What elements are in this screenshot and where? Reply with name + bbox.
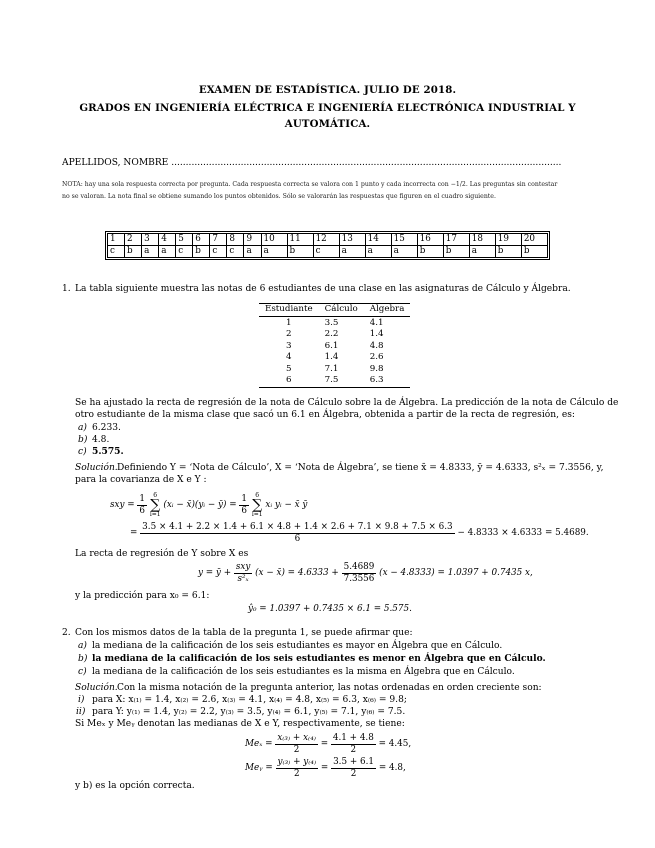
q2-option-c-label: c) <box>78 667 87 677</box>
answer-number-cell: 2 <box>125 234 142 246</box>
q2-ordered-ii-label: ii) <box>76 707 86 717</box>
answer-number-cell: 20 <box>521 234 547 246</box>
answer-number-cell: 10 <box>261 234 287 246</box>
answer-number-cell: 1 <box>108 234 125 246</box>
answer-value-cell: c <box>227 246 244 258</box>
answer-number-cell: 19 <box>495 234 521 246</box>
grades-cell: 4 <box>286 352 292 362</box>
answer-number-cell: 5 <box>176 234 193 246</box>
answer-value-cell: a <box>391 246 417 258</box>
q2-number: 2. <box>62 628 71 638</box>
q2-option-a: la mediana de la calificación de los seis estudiantes es mayor en Álgebra que en Cálculo. <box>92 641 503 651</box>
mex-fraction-2 <box>331 733 376 756</box>
grades-table-header <box>259 304 410 316</box>
nota-line-2: no se valoran. La nota final se obtiene sumando los puntos obtenidos. Sólo se valorarán las respuestas que figuren en el cuadro siguiente. <box>62 193 496 200</box>
cov-computation-fraction <box>140 522 454 545</box>
grades-cell: 2.6 <box>369 352 384 362</box>
grades-cell: 6 <box>286 375 292 385</box>
frac-den: 6 <box>241 506 248 516</box>
prediction-equation: ŷ₀ = 1.0397 + 0.7435 × 6.1 = 5.575. <box>248 604 412 614</box>
grades-header-cell: Cálculo <box>319 304 364 316</box>
answer-number-cell: 8 <box>227 234 244 246</box>
medians-intro: Si Meₓ y Meᵧ denotan las medianas de X e Y, respectivamente, se tiene: <box>75 719 405 729</box>
grades-cell: 2 <box>286 329 292 339</box>
answer-value-cell: a <box>469 246 495 258</box>
frac-num: x₍₃₎ + x₍₄₎ <box>277 733 316 743</box>
grades-header-cell: Estudiante <box>259 304 319 316</box>
median-y-equation: Meᵧ = $\frac{\text{y₍₃₎ + y₍₄₎}}{2}$ = $\frac{3.5 + 6.1}{2}$ = 4.8, <box>245 757 406 779</box>
regression-intro: La recta de regresión de Y sobre X es <box>75 549 249 559</box>
answer-number-cell: 3 <box>142 234 159 246</box>
frac-num: 1 <box>139 494 146 504</box>
mey-fraction-2 <box>331 757 376 780</box>
grades-cell: 1 <box>286 317 292 328</box>
q1-option-b-label: b) <box>78 435 88 445</box>
frac-den: 6 <box>139 506 146 516</box>
answer-value-cell: a <box>339 246 365 258</box>
grades-cell: 4.1 <box>369 317 384 328</box>
q1-solution-label: Solución. <box>75 463 118 473</box>
summation-2: 6 ∑ i=1 <box>251 492 263 518</box>
answer-number-row <box>108 234 548 246</box>
frac-den: 2 <box>293 745 300 755</box>
grades-row <box>259 316 410 329</box>
grades-cell: 5 <box>286 363 292 374</box>
reg-end: (x − 4.8333) = 1.0397 + 0.7435 x, <box>379 568 533 578</box>
frac-num: 1 <box>241 494 248 504</box>
answer-value-cell: c <box>313 246 339 258</box>
reg-fraction-2 <box>342 562 377 585</box>
grades-cell: 7.5 <box>324 375 339 385</box>
answer-value-cell: b <box>495 246 521 258</box>
grades-cell: 2.2 <box>324 329 339 339</box>
answer-number-cell: 4 <box>159 234 176 246</box>
answer-number-cell: 11 <box>287 234 313 246</box>
exam-title: EXAMEN DE ESTADÍSTICA. JULIO DE 2018. <box>198 84 457 96</box>
frac-num: y₍₃₎ + y₍₄₎ <box>277 757 317 767</box>
answer-number-cell: 13 <box>339 234 365 246</box>
q2-ordered-i-label: i) <box>78 695 85 705</box>
frac-den: s²ₓ <box>237 574 249 584</box>
answer-value-cell: a <box>142 246 159 258</box>
prediction-intro: y la predicción para x₀ = 6.1: <box>75 591 210 601</box>
answer-value-cell: b <box>521 246 547 258</box>
q2-option-a-label: a) <box>78 641 87 651</box>
answer-number-cell: 17 <box>443 234 469 246</box>
q1-solution-line-1: Definiendo Y = ‘Nota de Cálculo’, X = ‘Nota de Álgebra’, se tiene x̄ = 4.8333, ȳ = 4.6333, s²ₓ = 7.3556, y, <box>117 463 604 473</box>
name-field-line: APELLIDOS, NOMBRE ....................................................................................................................................... <box>62 158 562 168</box>
answer-number-cell: 16 <box>417 234 443 246</box>
grades-cell: 3 <box>286 340 292 351</box>
answer-number-cell: 15 <box>391 234 417 246</box>
q2-solution-label: Solución. <box>75 683 118 693</box>
mex-end: = 4.45, <box>378 739 412 749</box>
cov-term-1: (xᵢ − x̄)(yᵢ − ȳ) = <box>163 500 237 510</box>
cov-fraction-2 <box>239 494 249 517</box>
mey-end: = 4.8, <box>378 763 406 773</box>
answer-number-cell: 9 <box>244 234 261 246</box>
sum-top: 6 <box>153 492 158 499</box>
q2-option-c: la mediana de la calificación de los seis estudiantes es la misma en Álgebra que en Cálculo. <box>92 667 515 677</box>
answer-value-cell: a <box>261 246 287 258</box>
frac-num: sxy <box>235 562 251 572</box>
q1-option-a: 6.233. <box>92 423 121 433</box>
reg-mid: (x − x̄) = 4.6333 + <box>255 568 339 578</box>
q1-stem-line-1: Se ha ajustado la recta de regresión de la nota de Cálculo sobre la de Álgebra. La predicción de la nota de Cálculo de <box>75 398 619 408</box>
answer-number-cell: 18 <box>469 234 495 246</box>
grades-header-cell: Álgebra <box>364 304 411 316</box>
q1-option-c-label: c) <box>78 447 87 457</box>
frac-den: 2 <box>350 745 357 755</box>
q1-option-a-label: a) <box>78 423 87 433</box>
grades-row <box>259 341 410 353</box>
answer-value-cell: b <box>193 246 210 258</box>
covariance-computation: = 3.5 × 4.1 + 2.2 × 1.4 + 6.1 × 4.8 + 1.4 × 2.6 + 7.1 × 9.8 + 7.5 × 6.3 6 − 4.8333 × 4.6333 = 5.4689. <box>130 522 589 544</box>
q1-solution-line-2: para la covarianza de X e Y : <box>75 475 207 485</box>
sum-bottom: i=1 <box>251 511 263 518</box>
grades-cell: 6.3 <box>369 375 384 385</box>
answer-value-row <box>108 246 548 258</box>
answer-value-cell: b <box>287 246 313 258</box>
answer-value-cell: c <box>108 246 125 258</box>
grades-cell: 4.8 <box>369 340 384 351</box>
answer-table <box>105 231 550 260</box>
exam-degrees-cont: AUTOMÁTICA. <box>284 118 371 130</box>
grades-row <box>259 352 410 364</box>
mex-lhs: Meₓ = <box>245 739 273 749</box>
grades-row <box>259 375 410 387</box>
median-x-equation: Meₓ = $\frac{\text{x₍₃₎ + x₍₄₎}}{2}$ = $\frac{4.1 + 4.8}{2}$ = 4.45, <box>245 733 412 755</box>
answer-number-cell: 14 <box>365 234 391 246</box>
q1-option-b: 4.8. <box>92 435 110 445</box>
grades-cell: 3.5 <box>324 317 339 328</box>
cov-computation-end: − 4.8333 × 4.6333 = 5.4689. <box>457 528 589 538</box>
frac-num: 3.5 + 6.1 <box>333 757 375 767</box>
q1-option-c: 5.575. <box>92 446 124 457</box>
sum-top: 6 <box>255 492 260 499</box>
frac-den: 2 <box>350 769 357 779</box>
grades-cell: 7.1 <box>324 363 339 374</box>
reg-lhs: y = ȳ + <box>198 568 232 578</box>
grades-cell: 1.4 <box>324 352 339 362</box>
exam-degrees: GRADOS EN INGENIERÍA ELÉCTRICA E INGENIERÍA ELECTRÓNICA INDUSTRIAL Y <box>79 102 576 114</box>
mey-lhs: Meᵧ = <box>245 763 273 773</box>
cov-rhs-end: xᵢ yᵢ − x̄ ȳ <box>265 500 308 510</box>
q2-option-b-label: b) <box>78 654 88 664</box>
answer-value-cell: b <box>443 246 469 258</box>
answer-value-cell: b <box>125 246 142 258</box>
answer-value-cell: a <box>159 246 176 258</box>
frac-den: 2 <box>294 769 300 779</box>
answer-value-cell: c <box>210 246 227 258</box>
frac-num: 3.5 × 4.1 + 2.2 × 1.4 + 6.1 × 4.8 + 1.4 × 2.6 + 7.1 × 9.8 + 7.5 × 6.3 <box>142 522 453 532</box>
grades-cell: 6.1 <box>324 340 339 351</box>
frac-num: 4.1 + 4.8 <box>332 733 374 743</box>
answer-value-cell: a <box>244 246 261 258</box>
answer-number-cell: 6 <box>193 234 210 246</box>
q2-ordered-y: para Y: y₍₁₎ = 1.4, y₍₂₎ = 2.2, y₍₃₎ = 3.5, y₍₄₎ = 6.1, y₍₅₎ = 7.1, y₍₆₎ = 7.5. <box>92 707 406 717</box>
frac-num: 5.4689 <box>343 562 375 572</box>
grades-row <box>259 329 410 341</box>
q2-intro: Con los mismos datos de la tabla de la pregunta 1, se puede afirmar que: <box>75 628 413 638</box>
cov-lhs: sxy = <box>110 500 135 510</box>
covariance-equation <box>110 493 307 518</box>
answer-value-cell: b <box>417 246 443 258</box>
mex-fraction-1 <box>275 733 318 756</box>
sum-bottom: i=1 <box>149 511 161 518</box>
cov-fraction-1 <box>137 494 147 517</box>
nota-line-1: NOTA: hay una sola respuesta correcta por pregunta. Cada respuesta correcta se valora con 1 punto y cada incorrecta con −1/2. Las preguntas sin contestar <box>62 181 558 188</box>
grades-cell: 9.8 <box>369 363 384 374</box>
q1-stem-line-2: otro estudiante de la misma clase que sacó un 6.1 en Álgebra, obtenida a partir de la recta de regresión, es: <box>75 410 575 420</box>
grades-table <box>259 303 410 388</box>
grades-cell: 1.4 <box>369 329 384 339</box>
mey-fraction-1 <box>276 757 319 780</box>
answer-number-cell: 12 <box>313 234 339 246</box>
grades-row <box>259 364 410 376</box>
q2-solution-line-1: Con la misma notación de la pregunta anterior, las notas ordenadas en orden creciente son: <box>117 683 542 693</box>
regression-equation <box>198 562 533 585</box>
q2-option-b: la mediana de la calificación de los seis estudiantes es menor en Álgebra que en Cálculo. <box>92 653 546 664</box>
frac-den: 7.3556 <box>343 574 375 584</box>
reg-fraction-1 <box>234 562 252 585</box>
frac-den: 6 <box>294 534 301 544</box>
q1-number: 1. <box>62 284 71 294</box>
answer-value-cell: a <box>365 246 391 258</box>
q2-ordered-x: para X: x₍₁₎ = 1.4, x₍₂₎ = 2.6, x₍₃₎ = 4.1, x₍₄₎ = 4.8, x₍₅₎ = 6.3, x₍₆₎ = 9.8; <box>92 695 407 705</box>
q2-conclusion: y b) es la opción correcta. <box>75 781 195 791</box>
answer-number-cell: 7 <box>210 234 227 246</box>
q1-intro: La tabla siguiente muestra las notas de 6 estudiantes de una clase en las asignaturas de Cálculo y Álgebra. <box>75 284 571 294</box>
answer-value-cell: c <box>176 246 193 258</box>
summation-1: 6 ∑ i=1 <box>149 492 161 518</box>
